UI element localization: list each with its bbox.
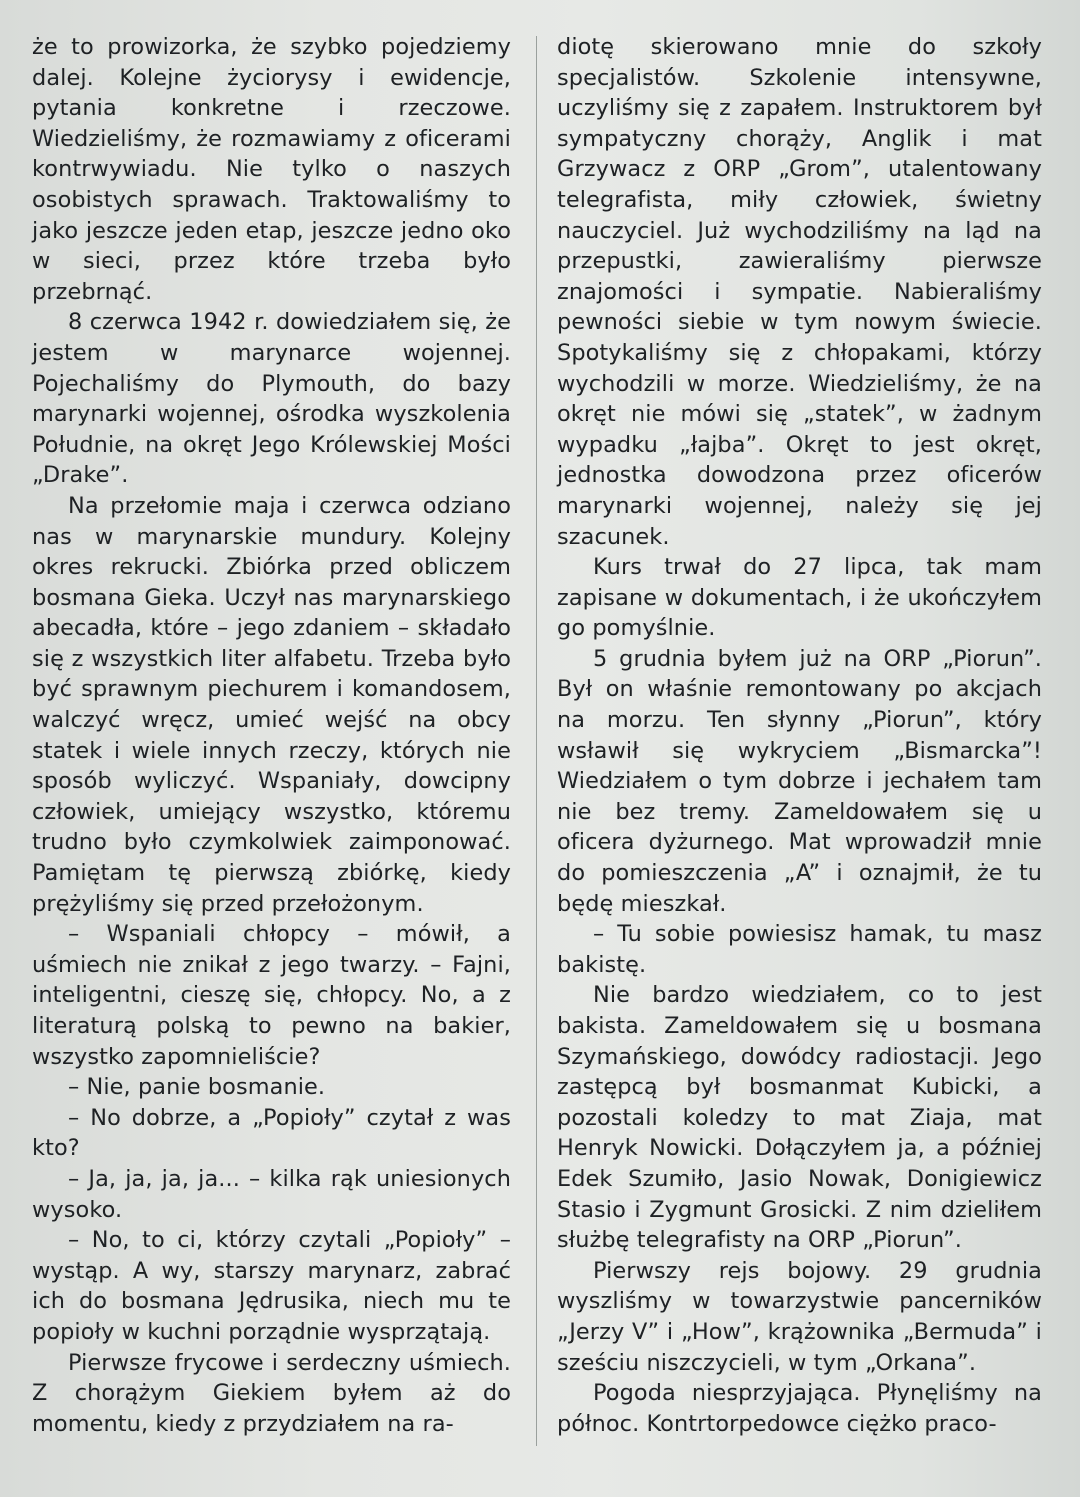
paragraph: Pierwszy rejs bojowy. 29 grudnia wyszliśmy w towarzystwie pancerników „Jerzy V” i „How”, krążownika „Bermuda” i sześciu niszczycieli, w tym „Orkana”. bbox=[557, 1257, 1042, 1376]
paragraph: Kurs trwał do 27 lipca, tak mam zapisane w dokumentach, i że ukończyłem go pomyślnie. bbox=[557, 554, 1042, 642]
left-text-column bbox=[32, 32, 511, 1439]
paragraph: Na przełomie maja i czerwca odziano nas w marynarskie mundury. Kolejny okres rekrucki. Zbiórka przed obliczem bosmana Gieka. Uczył nas marynarskiego abecadła, które – jego zdaniem – składało się z wszystkich liter alfabetu. Trzeba było być sprawnym piechurem i komandosem, walczyć wręcz, umieć wejść na obcy statek i wiele innych rzeczy, których nie sposób wyliczyć. Wspaniały, dowcipny człowiek, umiejący wszystko, któremu trudno było czymkolwiek zaimponować. Pamiętam tę pierwszą zbiórkę, kiedy prężyliśmy się przed przełożonym. bbox=[32, 492, 511, 917]
paragraph: Nie bardzo wiedziałem, co to jest bakista. Zameldowałem się u bosmana Szymańskiego, dowódcy radiostacji. Jego zastępcą był bosmanmat Kubicki, a pozostali koledzy to mat Ziaja, mat Henryk Nowicki. Dołączyłem ja, a później Edek Szumiło, Jasio Nowak, Donigiewicz Stasio i Zygmunt Grosicki. Z nim dzieliłem służbę telegrafisty na ORP „Piorun”. bbox=[557, 982, 1042, 1254]
paragraph: – Tu sobie powiesisz hamak, tu masz bakistę. bbox=[557, 921, 1042, 978]
paragraph: diotę skierowano mnie do szkoły specjalistów. Szkolenie intensywne, uczyliśmy się z zapałem. Instruktorem był sympatyczny chorąży, Anglik i mat Grzywacz z ORP „Grom”, utalentowany telegrafista, miły człowiek, świetny nauczyciel. Już wychodziliśmy na ląd na przepustki, zawieraliśmy pierwsze znajomości i sympatie. Nabieraliśmy pewności siebie w tym nowym świecie. Spotykaliśmy się z chłopakami, którzy wychodzili w morze. Wiedzieliśmy, że na okręt nie mówi się „statek”, w żadnym wypadku „łajba”. Okręt to jest okręt, jednostka dowodzona przez oficerów marynarki wojennej, należy się jej szacunek. bbox=[557, 34, 1042, 550]
paragraph: że to prowizorka, że szybko pojedziemy dalej. Kolejne życiorysy i ewidencje, pytania konkretne i rzeczowe. Wiedzieliśmy, że rozmawiamy z oficerami kontrwywiadu. Nie tylko o naszych osobistych sprawach. Traktowaliśmy to jako jeszcze jeden etap, jeszcze jedno oko w sieci, przez które trzeba było przebrnąć. bbox=[32, 34, 511, 305]
paragraph: – Nie, panie bosmanie. bbox=[68, 1074, 326, 1101]
paragraph: – No dobrze, a „Popioły” czytał z was kto? bbox=[32, 1104, 511, 1162]
paragraph: – No, to ci, którzy czytali „Popioły” – wystąp. A wy, starszy marynarz, zabrać ich do bosmana Jędrusika, niech mu te popioły w kuchni porządnie wysprzątają. bbox=[32, 1227, 511, 1345]
paragraph: Pierwsze frycowe i serdeczny uśmiech. Z chorążym Giekiem byłem aż do momentu, kiedy z przydziałem na ra- bbox=[32, 1349, 511, 1437]
paragraph: – Wspaniali chłopcy – mówił, a uśmiech nie znikał z jego twarzy. – Fajni, inteligentni, cieszę się, chłopcy. No, a z literaturą polską to pewno na bakier, wszystko zapomnieliście? bbox=[32, 921, 511, 1070]
paragraph: 5 grudnia byłem już na ORP „Piorun”. Był on właśnie remontowany po akcjach na morzu. Ten słynny „Piorun”, który wsławił się wykryciem „Bismarcka”! Wiedziałem o tym dobrze i jechałem tam nie bez tremy. Zameldowałem się u oficera dyżurnego. Mat wprowadził mnie do pomieszczenia „A” i oznajmił, że tu będę mieszkał. bbox=[557, 645, 1042, 917]
paragraph: 8 czerwca 1942 r. dowiedziałem się, że jestem w marynarce wojennej. Pojechaliśmy do Plymouth, do bazy marynarki wojennej, ośrodka wyszkolenia Południe, na okręt Jego Królewskiej Mości „Drake”. bbox=[32, 309, 511, 489]
paragraph: Pogoda niesprzyjająca. Płynęliśmy na północ. Kontrtorpedowce ciężko praco- bbox=[557, 1380, 1042, 1437]
paragraph: – Ja, ja, ja, ja... – kilka rąk uniesionych wysoko. bbox=[32, 1165, 511, 1223]
right-text-column bbox=[557, 32, 1042, 1439]
column-divider bbox=[536, 36, 537, 1446]
